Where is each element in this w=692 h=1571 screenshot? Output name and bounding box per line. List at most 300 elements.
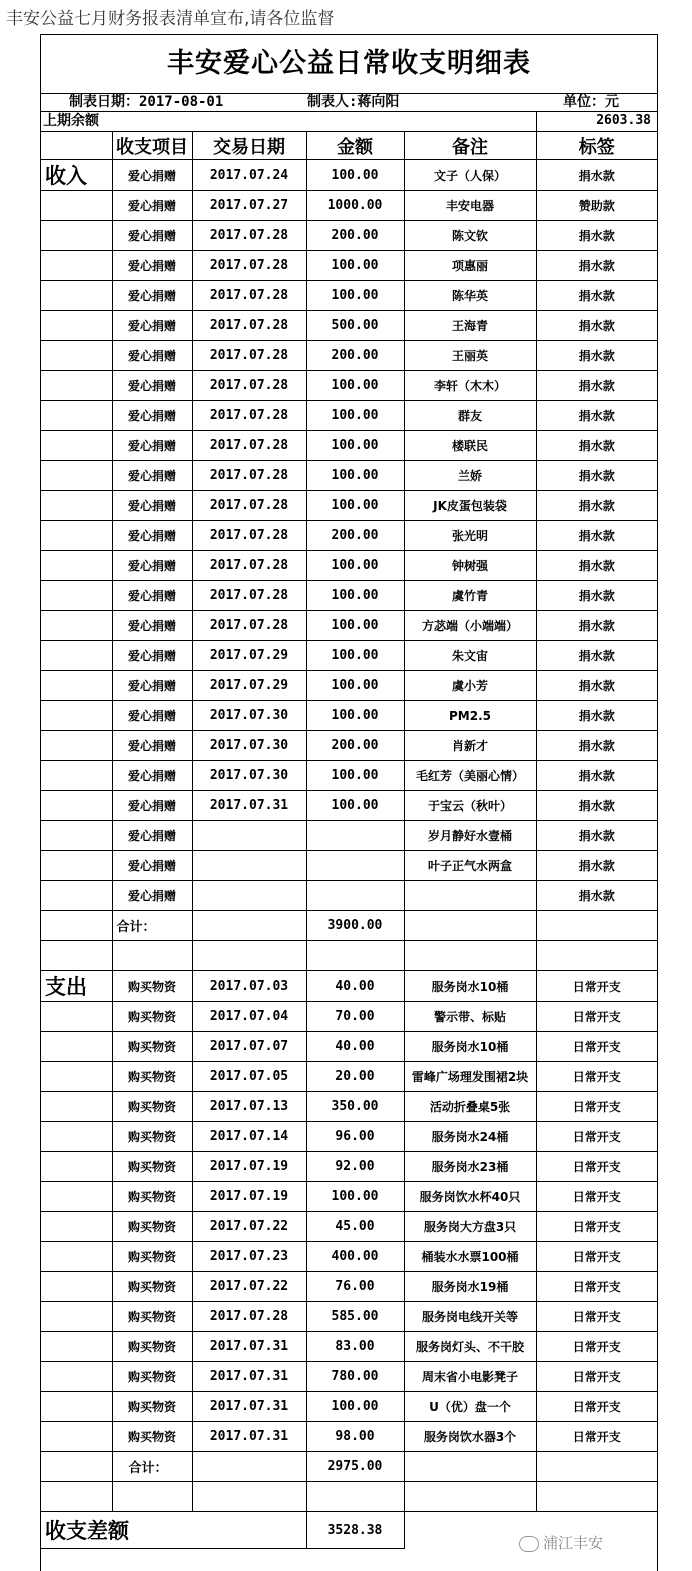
empty-cell xyxy=(192,1452,306,1482)
date-cell xyxy=(192,881,306,911)
item-cell: 爱心捐赠 xyxy=(112,551,192,581)
date-cell: 2017.07.03 xyxy=(192,971,306,1002)
table-row xyxy=(41,641,657,671)
tag-cell: 日常开支 xyxy=(536,1032,657,1062)
empty-cell xyxy=(41,281,112,311)
empty-cell xyxy=(41,1152,112,1182)
amount-cell: 100.00 xyxy=(306,701,404,731)
empty-cell xyxy=(536,1482,657,1512)
amount-cell xyxy=(306,821,404,851)
tag-cell: 捐水款 xyxy=(536,341,657,371)
note-cell: 警示带、标贴 xyxy=(404,1002,536,1032)
report-date: 制表日期：2017-08-01 xyxy=(69,94,224,110)
date-cell: 2017.07.28 xyxy=(192,221,306,251)
note-cell: 服务岗水24桶 xyxy=(404,1122,536,1152)
amount-cell: 400.00 xyxy=(306,1242,404,1272)
table-row xyxy=(41,1152,657,1182)
note-cell: 服务岗大方盘3只 xyxy=(404,1212,536,1242)
amount-cell xyxy=(306,881,404,911)
item-cell: 爱心捐赠 xyxy=(112,851,192,881)
date-cell: 2017.07.28 xyxy=(192,581,306,611)
note-cell: 叶子正气水两盒 xyxy=(404,851,536,881)
date-cell: 2017.07.28 xyxy=(192,401,306,431)
amount-cell: 585.00 xyxy=(306,1302,404,1332)
item-cell: 购买物资 xyxy=(112,1302,192,1332)
item-cell: 购买物资 xyxy=(112,1362,192,1392)
table-row xyxy=(41,1032,657,1062)
tag-cell: 捐水款 xyxy=(536,851,657,881)
empty-cell xyxy=(41,1332,112,1362)
item-cell: 爱心捐赠 xyxy=(112,371,192,401)
amount-cell: 70.00 xyxy=(306,1002,404,1032)
note-cell: 兰娇 xyxy=(404,461,536,491)
amount-cell: 100.00 xyxy=(306,160,404,191)
tag-cell: 日常开支 xyxy=(536,1272,657,1302)
watermark: 浦江丰安 xyxy=(519,1532,603,1553)
tag-cell: 捐水款 xyxy=(536,221,657,251)
empty-cell xyxy=(41,1002,112,1032)
wechat-icon xyxy=(519,1536,539,1552)
date-cell: 2017.07.28 xyxy=(192,521,306,551)
empty-cell xyxy=(41,191,112,221)
report-maker: 制表人:蒋向阳 xyxy=(307,94,400,110)
amount-cell: 200.00 xyxy=(306,521,404,551)
empty-cell xyxy=(41,401,112,431)
item-cell: 爱心捐赠 xyxy=(112,581,192,611)
item-cell: 爱心捐赠 xyxy=(112,761,192,791)
note-cell: 丰安电器 xyxy=(404,191,536,221)
table-row xyxy=(41,731,657,761)
empty-cell xyxy=(41,1452,112,1482)
table-row xyxy=(41,341,657,371)
note-cell xyxy=(404,881,536,911)
difference-label: 收支差额 xyxy=(41,1512,306,1549)
table-row xyxy=(41,281,657,311)
empty-cell xyxy=(536,941,657,971)
table-row xyxy=(41,401,657,431)
tag-cell: 捐水款 xyxy=(536,431,657,461)
note-cell: 王海青 xyxy=(404,311,536,341)
empty-cell xyxy=(41,1422,112,1452)
tag-cell: 捐水款 xyxy=(536,761,657,791)
table-row xyxy=(41,581,657,611)
empty-cell xyxy=(41,821,112,851)
amount-cell: 200.00 xyxy=(306,221,404,251)
date-cell: 2017.07.27 xyxy=(192,191,306,221)
note-cell: JK皮蛋包装袋 xyxy=(404,491,536,521)
difference-value: 3528.38 xyxy=(306,1512,404,1549)
date-cell: 2017.07.31 xyxy=(192,1422,306,1452)
note-cell: 楼联民 xyxy=(404,431,536,461)
note-cell: 张光明 xyxy=(404,521,536,551)
item-cell: 爱心捐赠 xyxy=(112,671,192,701)
date-cell: 2017.07.28 xyxy=(192,491,306,521)
tag-cell: 日常开支 xyxy=(536,1182,657,1212)
item-cell: 爱心捐赠 xyxy=(112,401,192,431)
item-cell: 购买物资 xyxy=(112,1002,192,1032)
tag-cell: 捐水款 xyxy=(536,311,657,341)
amount-cell: 100.00 xyxy=(306,401,404,431)
amount-cell: 100.00 xyxy=(306,281,404,311)
note-cell: 岁月静好水壹桶 xyxy=(404,821,536,851)
empty-cell xyxy=(41,1302,112,1332)
empty-cell xyxy=(404,911,536,941)
empty-cell xyxy=(41,1242,112,1272)
item-cell: 爱心捐赠 xyxy=(112,731,192,761)
date-cell: 2017.07.28 xyxy=(192,461,306,491)
report-unit: 单位：元 xyxy=(563,94,619,110)
amount-cell xyxy=(306,851,404,881)
date-cell: 2017.07.30 xyxy=(192,761,306,791)
tag-cell: 日常开支 xyxy=(536,1422,657,1452)
column-header: 备注 xyxy=(404,132,536,160)
date-cell: 2017.07.31 xyxy=(192,1362,306,1392)
empty-cell xyxy=(41,1272,112,1302)
tag-cell: 日常开支 xyxy=(536,1152,657,1182)
date-cell: 2017.07.28 xyxy=(192,371,306,401)
tag-cell: 捐水款 xyxy=(536,701,657,731)
date-cell: 2017.07.31 xyxy=(192,1332,306,1362)
empty-cell xyxy=(41,251,112,281)
total-value: 3900.00 xyxy=(306,911,404,941)
amount-cell: 98.00 xyxy=(306,1422,404,1452)
tag-cell: 日常开支 xyxy=(536,1122,657,1152)
note-cell: 陈文钦 xyxy=(404,221,536,251)
note-cell: 朱文宙 xyxy=(404,641,536,671)
item-cell: 爱心捐赠 xyxy=(112,160,192,191)
empty-cell xyxy=(41,881,112,911)
note-cell: 服务岗水10桶 xyxy=(404,971,536,1002)
table-row xyxy=(41,251,657,281)
table-row xyxy=(41,821,657,851)
table-row xyxy=(41,551,657,581)
tag-cell: 捐水款 xyxy=(536,251,657,281)
empty-cell xyxy=(306,941,404,971)
note-cell: 服务岗饮水杯40只 xyxy=(404,1182,536,1212)
date-cell: 2017.07.28 xyxy=(192,281,306,311)
amount-cell: 100.00 xyxy=(306,761,404,791)
tag-cell: 捐水款 xyxy=(536,491,657,521)
amount-cell: 780.00 xyxy=(306,1362,404,1392)
table-row xyxy=(41,221,657,251)
empty-cell xyxy=(192,911,306,941)
empty-cell xyxy=(192,941,306,971)
date-cell: 2017.07.19 xyxy=(192,1152,306,1182)
empty-cell xyxy=(536,1452,657,1482)
date-cell: 2017.07.31 xyxy=(192,1392,306,1422)
empty-cell xyxy=(41,491,112,521)
tag-cell: 捐水款 xyxy=(536,521,657,551)
tag-cell: 捐水款 xyxy=(536,401,657,431)
sheet-title: 丰安爱心公益日常收支明细表 xyxy=(167,48,531,79)
empty-cell xyxy=(41,1032,112,1062)
table-row xyxy=(41,1332,657,1362)
table-row xyxy=(41,851,657,881)
empty-cell xyxy=(41,761,112,791)
empty-cell xyxy=(306,1482,404,1512)
tag-cell: 日常开支 xyxy=(536,1002,657,1032)
section-label: 收入 xyxy=(41,160,112,191)
table-row xyxy=(41,491,657,521)
item-cell: 爱心捐赠 xyxy=(112,611,192,641)
tag-cell: 捐水款 xyxy=(536,641,657,671)
item-cell: 爱心捐赠 xyxy=(112,311,192,341)
date-cell xyxy=(192,821,306,851)
tag-cell: 日常开支 xyxy=(536,1392,657,1422)
amount-cell: 40.00 xyxy=(306,1032,404,1062)
tag-cell: 日常开支 xyxy=(536,1062,657,1092)
tag-cell: 日常开支 xyxy=(536,1212,657,1242)
amount-cell: 83.00 xyxy=(306,1332,404,1362)
note-cell: 服务岗水19桶 xyxy=(404,1272,536,1302)
tag-cell: 捐水款 xyxy=(536,731,657,761)
empty-cell xyxy=(41,132,112,160)
amount-cell: 100.00 xyxy=(306,551,404,581)
amount-cell: 100.00 xyxy=(306,431,404,461)
table-row xyxy=(41,1122,657,1152)
item-cell: 爱心捐赠 xyxy=(112,641,192,671)
date-cell: 2017.07.24 xyxy=(192,160,306,191)
table-row xyxy=(41,1362,657,1392)
item-cell: 爱心捐赠 xyxy=(112,191,192,221)
item-cell: 购买物资 xyxy=(112,1272,192,1302)
tag-cell: 日常开支 xyxy=(536,1242,657,1272)
empty-cell xyxy=(41,1362,112,1392)
date-cell: 2017.07.28 xyxy=(192,341,306,371)
item-cell: 购买物资 xyxy=(112,971,192,1002)
empty-cell xyxy=(41,1182,112,1212)
item-cell: 爱心捐赠 xyxy=(112,341,192,371)
empty-cell xyxy=(41,1392,112,1422)
item-cell: 购买物资 xyxy=(112,1062,192,1092)
note-cell: 方苾端（小端端） xyxy=(404,611,536,641)
empty-cell xyxy=(41,1482,112,1512)
item-cell: 购买物资 xyxy=(112,1392,192,1422)
note-cell: 周末省小电影凳子 xyxy=(404,1362,536,1392)
note-cell: 肖新才 xyxy=(404,731,536,761)
note-cell: 陈华英 xyxy=(404,281,536,311)
item-cell: 购买物资 xyxy=(112,1122,192,1152)
table-header xyxy=(41,132,657,160)
amount-cell: 100.00 xyxy=(306,791,404,821)
table-row xyxy=(41,371,657,401)
note-cell: 活动折叠桌5张 xyxy=(404,1092,536,1122)
amount-cell: 76.00 xyxy=(306,1272,404,1302)
table-row xyxy=(41,1092,657,1122)
item-cell: 购买物资 xyxy=(112,1092,192,1122)
item-cell: 爱心捐赠 xyxy=(112,281,192,311)
date-cell: 2017.07.14 xyxy=(192,1122,306,1152)
empty-cell xyxy=(41,851,112,881)
date-cell: 2017.07.28 xyxy=(192,431,306,461)
date-cell: 2017.07.30 xyxy=(192,731,306,761)
amount-cell: 40.00 xyxy=(306,971,404,1002)
empty-cell xyxy=(41,1122,112,1152)
column-header: 交易日期 xyxy=(192,132,306,160)
tag-cell: 捐水款 xyxy=(536,881,657,911)
empty-cell xyxy=(41,1212,112,1242)
amount-cell: 1000.00 xyxy=(306,191,404,221)
table-row xyxy=(41,191,657,221)
tag-cell: 捐水款 xyxy=(536,671,657,701)
table-row xyxy=(41,1062,657,1092)
note-cell: 文子（人保） xyxy=(404,160,536,191)
ledger-table xyxy=(41,131,657,1549)
note-cell: 虞竹青 xyxy=(404,581,536,611)
item-cell: 购买物资 xyxy=(112,1212,192,1242)
item-cell: 爱心捐赠 xyxy=(112,221,192,251)
date-cell: 2017.07.28 xyxy=(192,251,306,281)
empty-cell xyxy=(41,461,112,491)
table-row xyxy=(41,1182,657,1212)
blank-row xyxy=(41,1482,657,1512)
item-cell: 购买物资 xyxy=(112,1332,192,1362)
tag-cell: 捐水款 xyxy=(536,461,657,491)
date-cell: 2017.07.05 xyxy=(192,1062,306,1092)
amount-cell: 100.00 xyxy=(306,581,404,611)
previous-balance-value: 2603.38 xyxy=(596,113,651,128)
empty-cell xyxy=(41,641,112,671)
empty-cell xyxy=(41,731,112,761)
table-row xyxy=(41,1242,657,1272)
item-cell: 爱心捐赠 xyxy=(112,821,192,851)
table-row xyxy=(41,311,657,341)
note-cell: 王丽英 xyxy=(404,341,536,371)
table-row xyxy=(41,881,657,911)
column-header: 标签 xyxy=(536,132,657,160)
table-row xyxy=(41,1002,657,1032)
item-cell: 购买物资 xyxy=(112,1242,192,1272)
tag-cell: 赞助款 xyxy=(536,191,657,221)
table-row xyxy=(41,1212,657,1242)
previous-balance-label: 上期余额 xyxy=(43,113,99,129)
table-row xyxy=(41,431,657,461)
date-cell: 2017.07.31 xyxy=(192,791,306,821)
date-cell: 2017.07.13 xyxy=(192,1092,306,1122)
table-row xyxy=(41,521,657,551)
date-cell: 2017.07.28 xyxy=(192,611,306,641)
amount-cell: 20.00 xyxy=(306,1062,404,1092)
amount-cell: 100.00 xyxy=(306,671,404,701)
tag-cell: 捐水款 xyxy=(536,821,657,851)
table-row xyxy=(41,1302,657,1332)
item-cell: 爱心捐赠 xyxy=(112,521,192,551)
empty-cell xyxy=(41,701,112,731)
amount-cell: 45.00 xyxy=(306,1212,404,1242)
empty-cell xyxy=(41,1092,112,1122)
empty-cell xyxy=(41,341,112,371)
tag-cell: 日常开支 xyxy=(536,1302,657,1332)
item-cell: 爱心捐赠 xyxy=(112,491,192,521)
empty-cell xyxy=(41,671,112,701)
item-cell: 购买物资 xyxy=(112,1152,192,1182)
tag-cell: 日常开支 xyxy=(536,1362,657,1392)
total-value: 2975.00 xyxy=(306,1452,404,1482)
note-cell: 服务岗水23桶 xyxy=(404,1152,536,1182)
post-caption: 丰安公益七月财务报表清单宣布,请各位监督 xyxy=(6,9,335,29)
empty-cell xyxy=(41,521,112,551)
amount-cell: 100.00 xyxy=(306,611,404,641)
table-row xyxy=(41,160,657,191)
total-row xyxy=(41,1452,657,1482)
amount-cell: 200.00 xyxy=(306,731,404,761)
date-cell: 2017.07.22 xyxy=(192,1272,306,1302)
tag-cell: 捐水款 xyxy=(536,281,657,311)
empty-cell xyxy=(404,1452,536,1482)
table-row xyxy=(41,1272,657,1302)
note-cell: U（优）盘一个 xyxy=(404,1392,536,1422)
empty-cell xyxy=(112,1482,192,1512)
item-cell: 爱心捐赠 xyxy=(112,791,192,821)
note-cell: 虞小芳 xyxy=(404,671,536,701)
date-cell: 2017.07.29 xyxy=(192,671,306,701)
column-header: 金额 xyxy=(306,132,404,160)
finance-sheet xyxy=(40,34,658,1571)
note-cell: 项惠丽 xyxy=(404,251,536,281)
tag-cell: 捐水款 xyxy=(536,581,657,611)
tag-cell: 日常开支 xyxy=(536,1092,657,1122)
tag-cell: 捐水款 xyxy=(536,371,657,401)
date-cell: 2017.07.29 xyxy=(192,641,306,671)
item-cell: 爱心捐赠 xyxy=(112,431,192,461)
empty-cell xyxy=(41,431,112,461)
table-row xyxy=(41,701,657,731)
amount-cell: 200.00 xyxy=(306,341,404,371)
note-cell: 服务岗饮水器3个 xyxy=(404,1422,536,1452)
amount-cell: 92.00 xyxy=(306,1152,404,1182)
empty-cell xyxy=(41,911,112,941)
empty-cell xyxy=(41,371,112,401)
amount-cell: 100.00 xyxy=(306,491,404,521)
date-cell: 2017.07.28 xyxy=(192,551,306,581)
amount-cell: 100.00 xyxy=(306,251,404,281)
empty-cell xyxy=(41,311,112,341)
item-cell: 爱心捐赠 xyxy=(112,251,192,281)
total-row xyxy=(41,911,657,941)
item-cell: 爱心捐赠 xyxy=(112,461,192,491)
empty-cell xyxy=(41,1062,112,1092)
note-cell: 桶装水水票100桶 xyxy=(404,1242,536,1272)
amount-cell: 100.00 xyxy=(306,1392,404,1422)
empty-cell xyxy=(41,941,112,971)
tag-cell: 捐水款 xyxy=(536,791,657,821)
amount-cell: 100.00 xyxy=(306,461,404,491)
table-row xyxy=(41,671,657,701)
empty-cell xyxy=(41,611,112,641)
date-cell: 2017.07.28 xyxy=(192,1302,306,1332)
note-cell: 服务岗灯头、不干胶 xyxy=(404,1332,536,1362)
empty-cell xyxy=(41,551,112,581)
empty-cell xyxy=(536,911,657,941)
date-cell: 2017.07.28 xyxy=(192,311,306,341)
amount-cell: 100.00 xyxy=(306,371,404,401)
table-row xyxy=(41,761,657,791)
table-row xyxy=(41,1392,657,1422)
amount-cell: 350.00 xyxy=(306,1092,404,1122)
tag-cell: 捐水款 xyxy=(536,611,657,641)
table-row xyxy=(41,1422,657,1452)
item-cell: 爱心捐赠 xyxy=(112,881,192,911)
item-cell: 爱心捐赠 xyxy=(112,701,192,731)
date-cell: 2017.07.23 xyxy=(192,1242,306,1272)
amount-cell: 100.00 xyxy=(306,641,404,671)
table-row xyxy=(41,461,657,491)
note-cell: PM2.5 xyxy=(404,701,536,731)
empty-cell xyxy=(41,581,112,611)
item-cell: 购买物资 xyxy=(112,1032,192,1062)
amount-cell: 100.00 xyxy=(306,1182,404,1212)
item-cell: 购买物资 xyxy=(112,1422,192,1452)
